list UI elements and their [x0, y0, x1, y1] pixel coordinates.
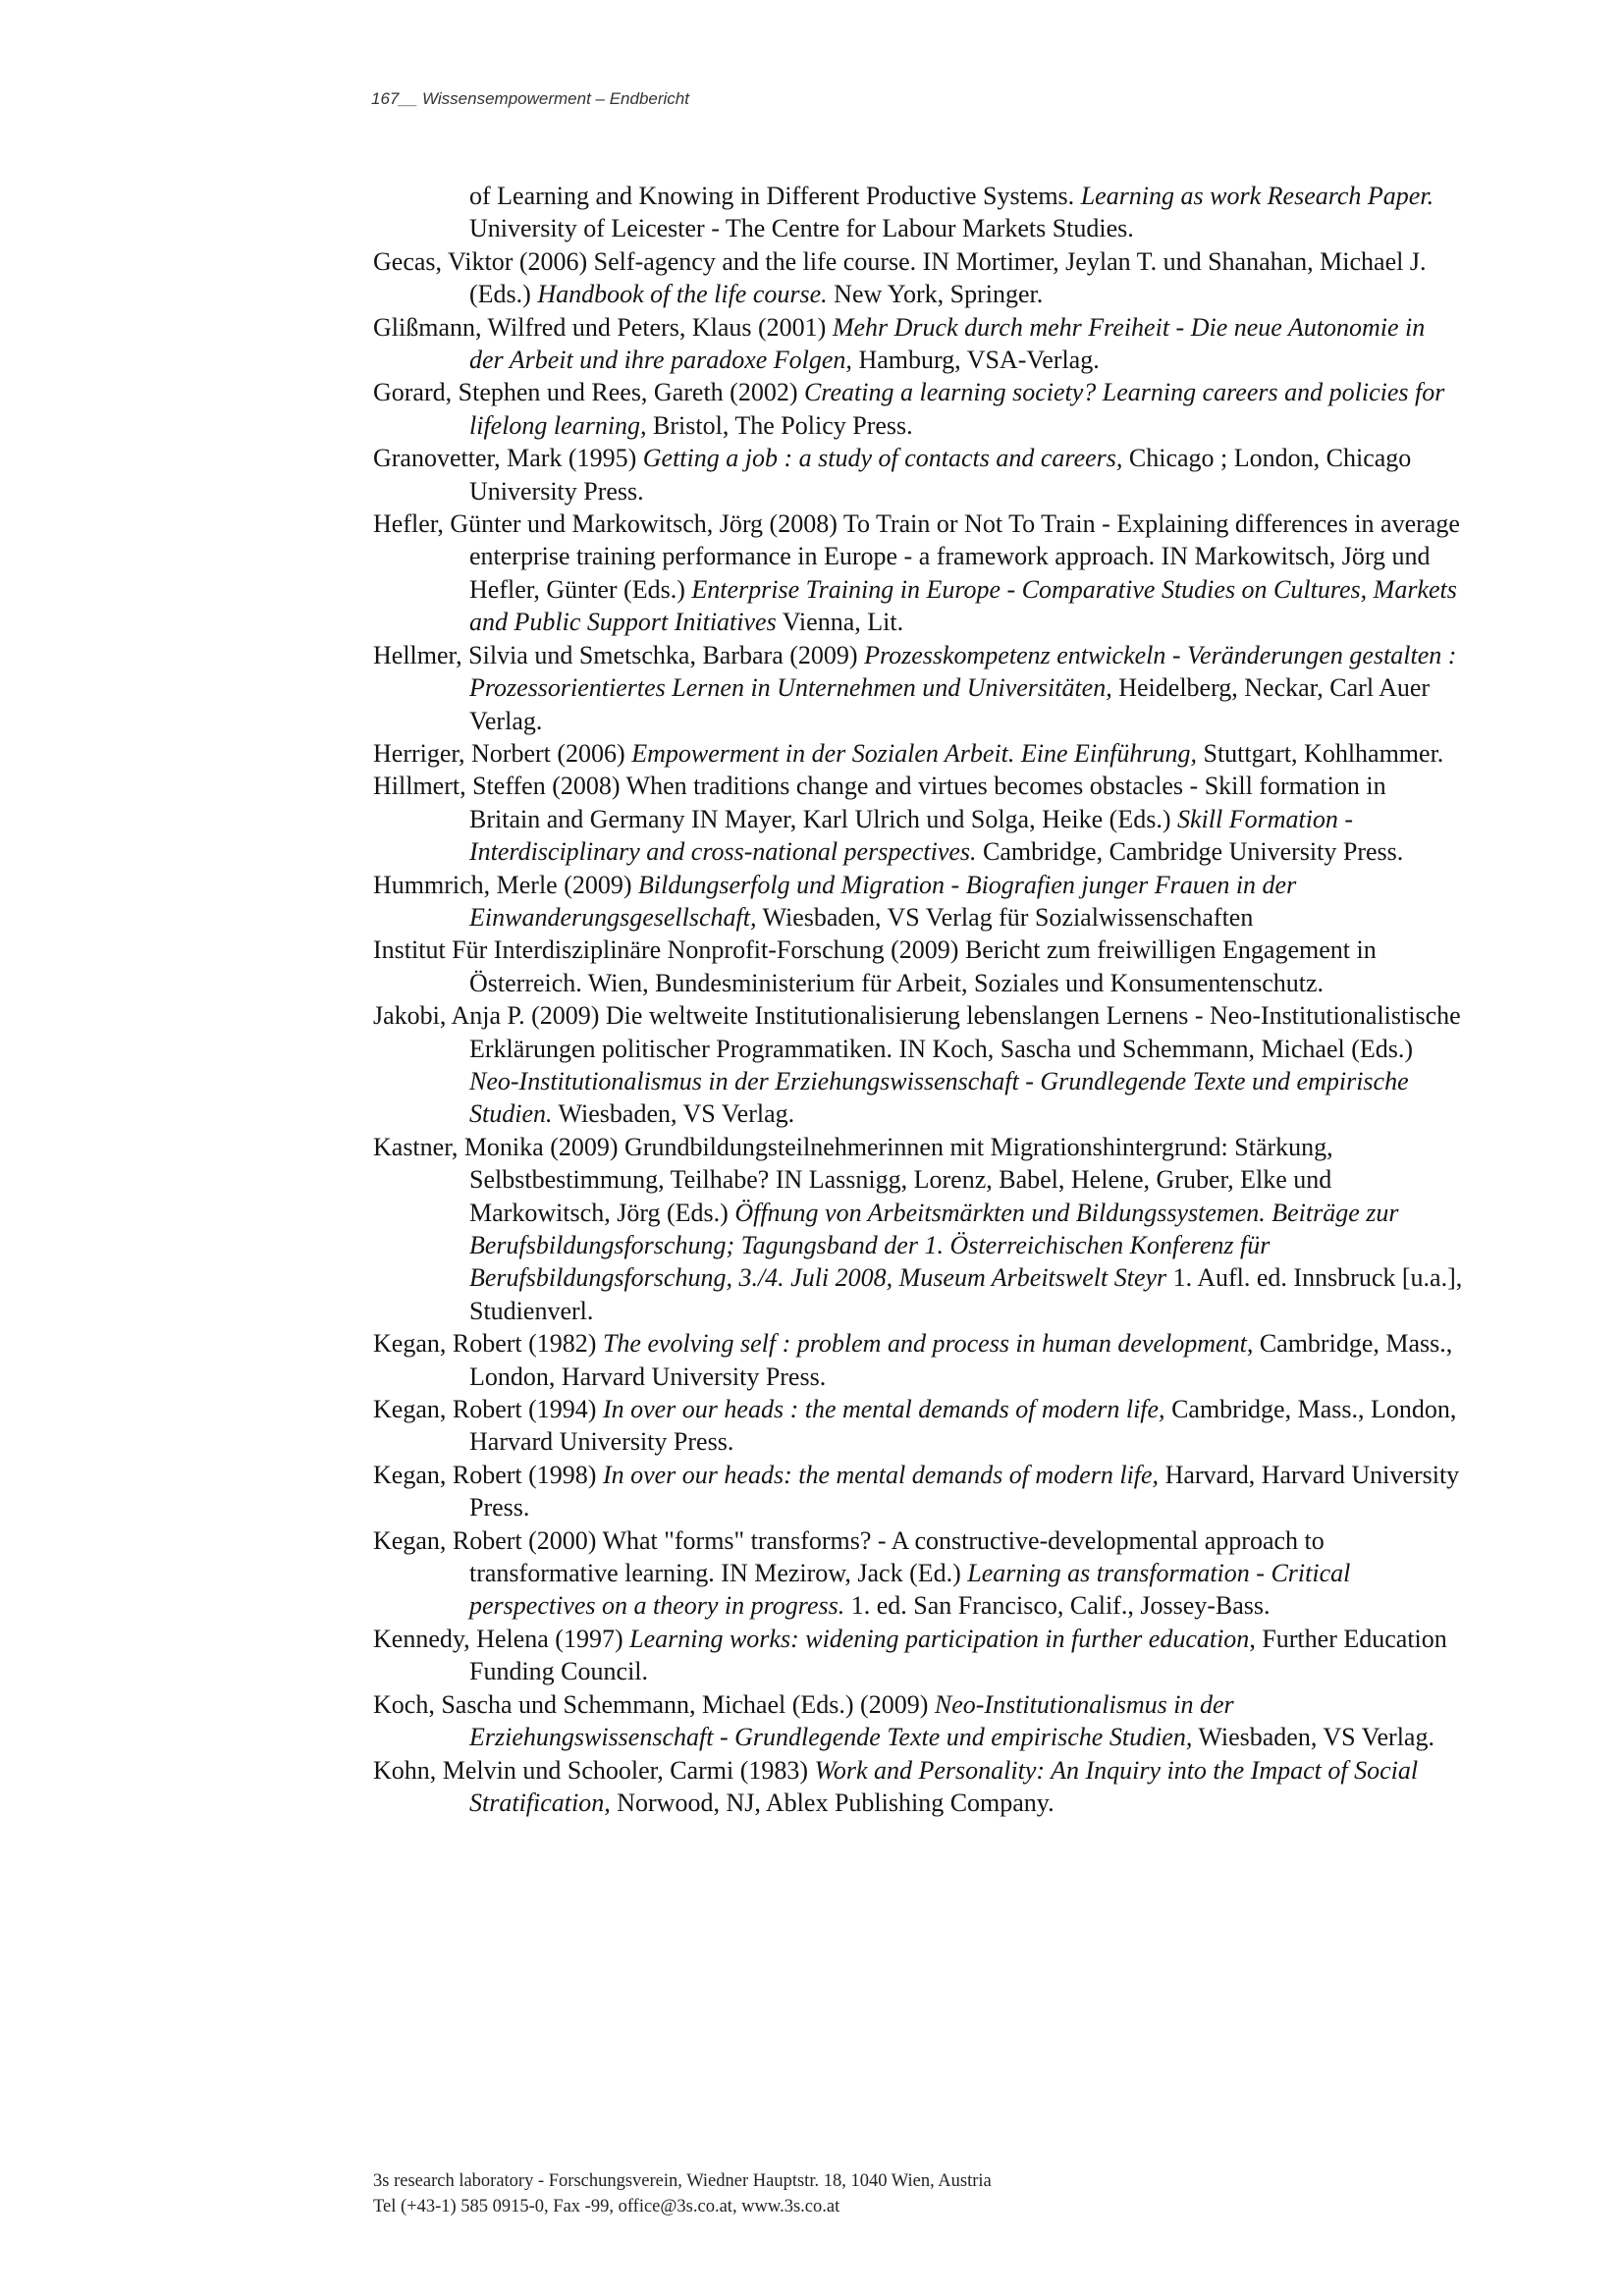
reference-entry [373, 1754, 1463, 1820]
reference-text: Cambridge, Mass., London, Harvard University Press. [469, 1329, 1453, 1391]
reference-entry [373, 1327, 1463, 1393]
footer-address: 3s research laboratory - Forschungsverein, Wiedner Hauptstr. 18, 1040 Wien, Austria [373, 2171, 992, 2191]
reference-text: Vienna, Lit. [776, 608, 904, 637]
reference-text: University of Leicester - The Centre for Labour Markets Studies. [469, 214, 1134, 243]
reference-text: Kohn, Melvin und Schooler, Carmi (1983) [373, 1755, 815, 1785]
reference-text: Wiesbaden, VS Verlag. [552, 1099, 795, 1129]
reference-entry [373, 869, 1463, 934]
reference-text: Jakobi, Anja P. (2009) Die weltweite Institutionalisierung lebenslangen Lernens - Neo-Institutionalistische Erklärungen politischer Programmatiken. IN Koch, Sascha und Schemmann, Michael (Eds.) [373, 1001, 1461, 1063]
reference-entry [373, 1688, 1463, 1754]
reference-title: Learning works: widening participation in further education [629, 1624, 1250, 1653]
reference-entry [373, 311, 1463, 377]
reference-title: Bildungserfolg und Migration - Biografien junger Frauen in der Einwanderungsgesellschaft, [469, 870, 1297, 932]
reference-text: Heidelberg, Neckar, Carl Auer Verlag. [469, 673, 1431, 735]
reference-entry [373, 1393, 1463, 1459]
running-header: 167__ Wissensempowerment – Endbericht [371, 89, 689, 108]
reference-entry [373, 737, 1463, 770]
reference-text: Bristol, The Policy Press. [646, 410, 913, 440]
reference-text: Institut Für Interdisziplinäre Nonprofit-Forschung (2009) Bericht zum freiwilligen Engagement in Österreich. Wien, Bundesministerium für Arbeit, Soziales und Konsumentenschutz. [373, 935, 1377, 997]
reference-title: Learning as transformation - Critical perspectives on a theory in progress. [469, 1559, 1351, 1621]
reference-entry [373, 999, 1463, 1131]
page-footer [373, 2168, 992, 2219]
reference-text: Gorard, Stephen und Rees, Gareth (2002) [373, 378, 804, 407]
reference-text: Stuttgart, Kohlhammer. [1196, 738, 1444, 768]
reference-entry [373, 770, 1463, 868]
reference-entry [373, 507, 1463, 639]
reference-text: Glißmann, Wilfred und Peters, Klaus (2001) [373, 312, 833, 342]
reference-text: Granovetter, Mark (1995) [373, 444, 643, 473]
reference-text: Hellmer, Silvia und Smetschka, Barbara (2009) [373, 640, 865, 669]
reference-title: Learning as work Research Paper. [1080, 182, 1434, 210]
reference-text: Hummrich, Merle (2009) [373, 870, 639, 899]
reference-entry [373, 934, 1463, 999]
reference-title: Work and Personality: An Inquiry into the Impact of Social Stratification, [469, 1755, 1419, 1817]
reference-text: New York, Springer. [827, 280, 1044, 309]
reference-text: Kegan, Robert (2000) What "forms" transforms? - A constructive-developmental approach to transformative learning. IN Mezirow, Jack (Ed.) [373, 1525, 1325, 1588]
reference-text: Kennedy, Helena (1997) [373, 1624, 630, 1653]
reference-title: Öffnung von Arbeitsmärkten und Bildungssystemen. Beiträge zur Berufsbildungsforschung; Tagungsband der 1. Österreichischen Konferenz für Berufsbildungsforschung, 3./4. Juli 2008, Museum Arbeitswelt Steyr [469, 1198, 1399, 1293]
reference-title: Empowerment in der Sozialen Arbeit. Eine Einführung, [631, 738, 1197, 768]
reference-text: Kastner, Monika (2009) Grundbildungsteilnehmerinnen mit Migrationshintergrund: Stärkung, Selbstbestimmung, Teilhabe? IN Lassnigg, Lorenz, Babel, Helene, Gruber, Elke und Markowitsch, Jörg (Eds.) [373, 1132, 1333, 1227]
reference-text: 1. ed. San Francisco, Calif., Jossey-Bass. [844, 1591, 1271, 1621]
reference-text: Kegan, Robert (1994) [373, 1395, 603, 1424]
reference-entry [373, 639, 1463, 737]
reference-text: Hamburg, VSA-Verlag. [851, 346, 1100, 375]
reference-text: Wiesbaden, VS Verlag. [1192, 1723, 1434, 1752]
reference-entry [373, 180, 1463, 245]
reference-text: Norwood, NJ, Ablex Publishing Company. [610, 1788, 1055, 1817]
reference-text: Kegan, Robert (1998) [373, 1460, 603, 1489]
reference-title: In over our heads: the mental demands of modern life, [602, 1460, 1160, 1489]
reference-title: Mehr Druck durch mehr Freiheit - Die neue Autonomie in der Arbeit und ihre paradoxe Folgen, [469, 312, 1426, 375]
reference-text: Kegan, Robert (1982) [373, 1329, 603, 1359]
reference-title: Enterprise Training in Europe - Comparative Studies on Cultures, Markets and Public Support Initiatives [469, 574, 1457, 637]
reference-text: Wiesbaden, VS Verlag für Sozialwissenschaften [756, 902, 1254, 932]
reference-entry [373, 1524, 1463, 1623]
reference-text: of Learning and Knowing in Different Productive Systems. [469, 182, 1081, 210]
reference-text: Harvard, Harvard University Press. [469, 1460, 1460, 1522]
reference-text: 1. Aufl. ed. Innsbruck [u.a.], Studienverl. [469, 1263, 1463, 1325]
reference-text: Cambridge, Cambridge University Press. [976, 837, 1404, 867]
reference-list [373, 180, 1463, 1819]
reference-entry [373, 1623, 1463, 1688]
reference-text: Koch, Sascha und Schemmann, Michael (Eds.) (2009) [373, 1689, 935, 1719]
footer-contact: Tel (+43-1) 585 0915-0, Fax -99, office@3s.co.at, www.3s.co.at [373, 2197, 840, 2216]
reference-text: , Further Education Funding Council. [469, 1624, 1447, 1686]
reference-title: Prozesskompetenz entwickeln - Veränderungen gestalten : Prozessorientiertes Lernen in Unternehmen und Universitäten, [469, 640, 1457, 703]
reference-title: Getting a job : a study of contacts and careers, [642, 444, 1123, 473]
reference-entry [373, 245, 1463, 311]
reference-text: Chicago ; London, Chicago University Press. [469, 444, 1412, 506]
reference-entry [373, 442, 1463, 507]
reference-entry [373, 376, 1463, 442]
reference-title: Skill Formation - Interdisciplinary and cross-national perspectives. [469, 804, 1354, 867]
reference-entry [373, 1131, 1463, 1327]
reference-text: Gecas, Viktor (2006) Self-agency and the life course. IN Mortimer, Jeylan T. und Shanahan, Michael J. (Eds.) [373, 246, 1427, 309]
reference-title: Neo-Institutionalismus in der Erziehungswissenschaft - Grundlegende Texte und empirische Studien. [469, 1066, 1409, 1129]
reference-title: In over our heads : the mental demands of modern life, [602, 1395, 1165, 1424]
reference-text: Herriger, Norbert (2006) [373, 738, 632, 768]
reference-text: Cambridge, Mass., London, Harvard University Press. [469, 1395, 1457, 1457]
reference-entry [373, 1459, 1463, 1524]
reference-title: The evolving self : problem and process in human development, [602, 1329, 1254, 1359]
reference-text: Hillmert, Steffen (2008) When traditions change and virtues becomes obstacles - Skill formation in Britain and Germany IN Mayer, Karl Ulrich und Solga, Heike (Eds.) [373, 772, 1386, 833]
reference-title: Neo-Institutionalismus in der Erziehungswissenschaft - Grundlegende Texte und empirische Studien, [469, 1689, 1234, 1752]
reference-text: Hefler, Günter und Markowitsch, Jörg (2008) To Train or Not To Train - Explaining differences in average enterprise training performance in Europe - a framework approach. IN Markowitsch, Jörg und Hefler, Günter (Eds.) [373, 509, 1460, 604]
reference-title: Creating a learning society? Learning careers and policies for lifelong learning, [469, 378, 1445, 440]
reference-title: Handbook of the life course. [537, 280, 828, 309]
